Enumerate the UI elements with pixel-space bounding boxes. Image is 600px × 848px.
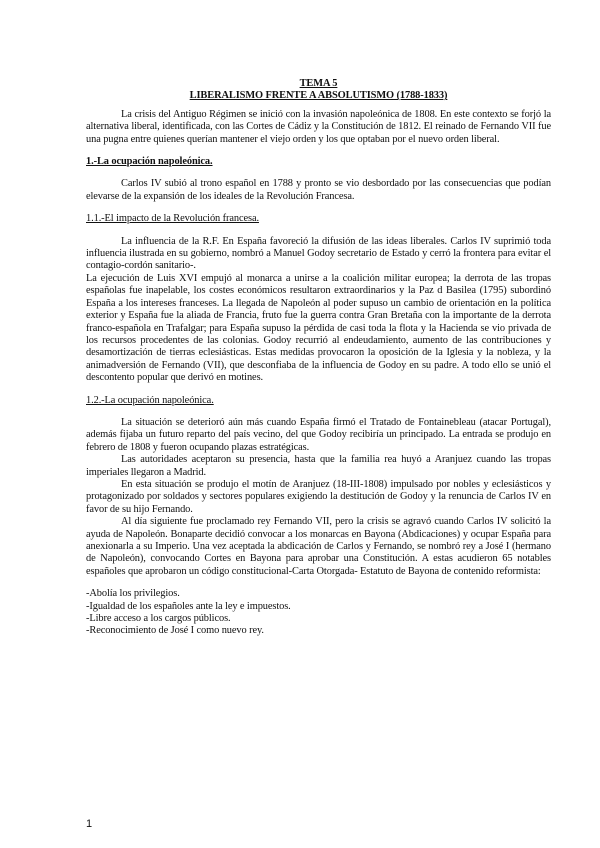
section-1-1-heading: 1.1.-El impacto de la Revolución francesa. (86, 213, 259, 225)
section-1-1-paragraph-2: La ejecución de Luis XVI empujó al monarca a unirse a la coalición militar europea; la derrota de las tropas españolas fue inapelable, los costes económicos resultaron extraordinarios y la Paz d Basilea (1795) subordinó España a los intereses franceses. La llegada de Napoleón al poder supuso un cambio de orientación en la política exterior y España fue la aliada de Francia, fruto fue la guerra contra Gran Bretaña con la importante de la derrota franco-española en Trafalgar; para España supuso la pérdida de casi toda la flota y la Hacienda se vio privada de los recursos procedentes de las colonias. Godoy recurrió al endeudamiento, aumento de las contribuciones y desamortización de tierras eclesiásticas. Estas medidas provocaron la oposición de la Iglesia y la nobleza, y la animadversión de Fernando (VII), que desconfiaba de la influencia de Godoy en su padre. A todo ello se unió el descontento popular que derivó en motines. (86, 272, 551, 384)
section-1-2-paragraph-2: Las autoridades aceptaron su presencia, hasta que la familia rea huyó a Aranjuez cuando las tropas imperiales llegaron a Madrid. (86, 454, 551, 478)
section-1-heading: 1.-La ocupación napoleónica. (86, 156, 213, 168)
section-1-paragraph: Carlos IV subió al trono español en 1788 y pronto se vio desbordado por las consecuencias que podían elevarse de la expansión de los ideales de la Revolución Francesa. (86, 178, 551, 202)
title-line-1: TEMA 5 (299, 78, 338, 89)
list-item: -Abolía los privilegios. (86, 588, 180, 600)
list-item: -Libre acceso a los cargos públicos. (86, 613, 231, 625)
list-item: -Reconocimiento de José I como nuevo rey. (86, 625, 264, 637)
section-1-2-paragraph-3: En esta situación se produjo el motín de Aranjuez (18-III-1808) impulsado por nobles y eclesiásticos y protagonizado por soldados y sectores populares exigiendo la destitución de Godoy y la renuncia de Carlos IV en favor de su hijo Fernando. (86, 478, 551, 515)
section-1-2-paragraph-1: La situación se deterioró aún más cuando España firmó el Tratado de Fontainebleau (atacar Portugal), además fijaba un futuro reparto del país vecino, del que Godoy recibiría un principado. La entrada se produjo en febrero de 1808 y fueron ocupando plazas estratégicas. (86, 416, 551, 453)
section-1-1-paragraph-1: La influencia de la R.F. En España favoreció la difusión de las ideas liberales. Carlos IV suprimió toda influencia ilustrada en su gobierno, nombró a Manuel Godoy secretario de Estado y cerró la frontera para evitar el contagio-cordón sanitario-. (86, 235, 551, 272)
section-1-2-paragraph-4: Al día siguiente fue proclamado rey Fernando VII, pero la crisis se agravó cuando Carlos IV solicitó la ayuda de Napoleón. Bonaparte decidió convocar a los monarcas en Bayona (Abdicaciones) y ocupar España para anexionarla a su Imperio. Una vez aceptada la abdicación de Carlos y Fernando, se nombró rey a José I (hermano de Napoleón), convocando Cortes en Bayona para aprobar una Constitución. A estas acudieron 65 notables españoles que aprobaron un código constitucional-Carta Otorgada- Estatuto de Bayona de contenido reformista: (86, 516, 551, 577)
reform-list (86, 588, 551, 638)
title-line-2: LIBERALISMO FRENTE A ABSOLUTISMO (1788-1833) (189, 90, 448, 102)
intro-paragraph: La crisis del Antiguo Régimen se inició con la invasión napoleónica de 1808. En este contexto se forjó la alternativa liberal, identificada, con las Cortes de Cádiz y la Constitución de 1812. El reinado de Fernando VII fue una pugna entre quienes querían mantener el viejo orden y los que optaban por el nuevo orden liberal. (86, 108, 551, 145)
list-item: -Igualdad de los españoles ante la ley e impuestos. (86, 600, 291, 612)
section-1-2-heading: 1.2.-La ocupación napoleónica. (86, 394, 214, 406)
document-body (86, 78, 551, 638)
page-number: 1 (86, 818, 93, 830)
